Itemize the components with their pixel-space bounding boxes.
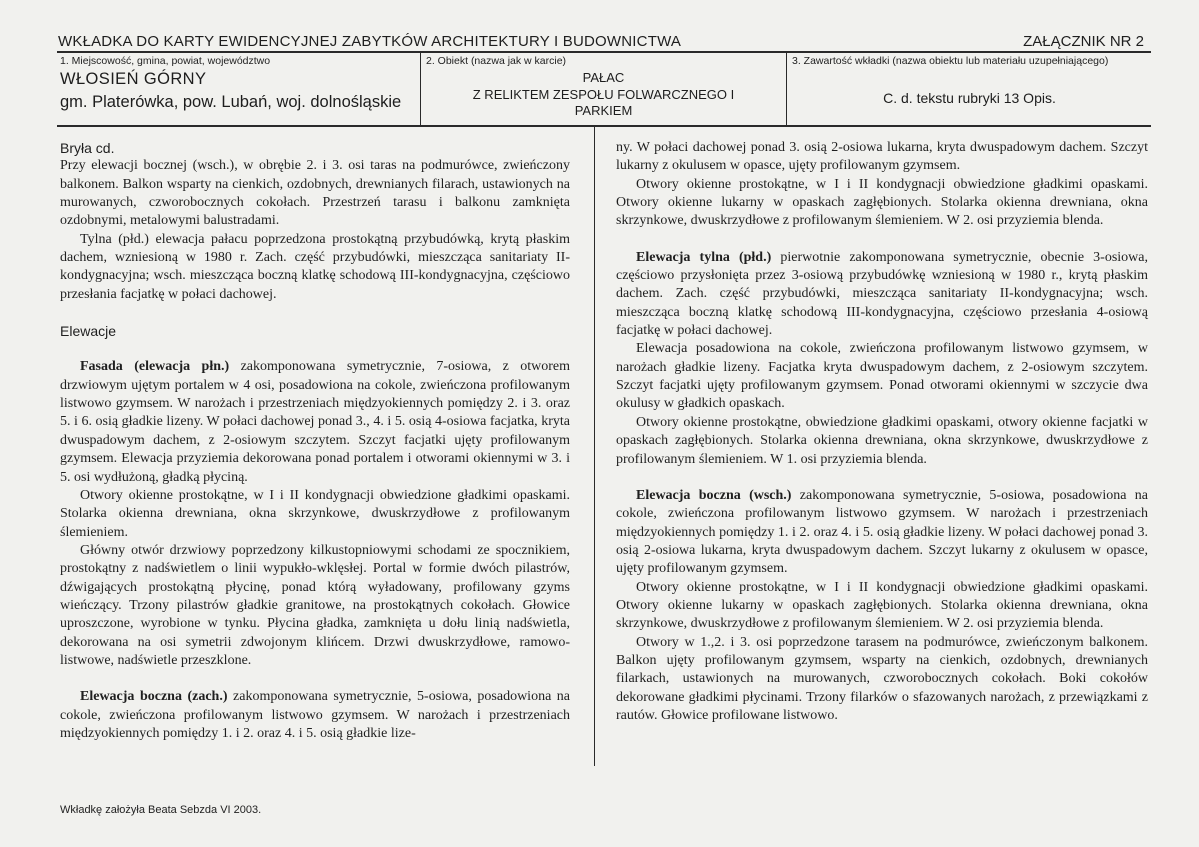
tylna-text: pierwotnie zakomponowana symetrycznie, obecnie 3-osiowa, częściowo przysłonięta przez 3-osiową przybudówkę wzniesioną w 1980 r., krytą płaskim dachem. Zach. część przybudówki, mieszcząca sanitariaty II-kondygnacyjna; wsch. mieszcząca boczną klatkę schodową III-kondygnacyjna, częściowo przesłania 4-osiową facjatkę w połaci dachowej. xyxy=(616,249,1148,339)
boczna-wsch-text: zakomponowana symetrycznie, 5-osiowa, posadowiona na cokole, zwieńczona profilowanym listwowo gzymsem. W narożach i przestrzeniach międzyokiennych pomiędzy 1. i 2. oraz 4. i 5. osią gładkie lizeny. W połaci dachowej ponad 3. osią 2-osiowa lukarna, kryta dwuspadowym dachem. Szczyt lukarny z okulusem w opasce, ujęty profilowanym gzymsem. xyxy=(616,487,1149,577)
left-paragraph-okna: Otwory okienne prostokątne, w I i II kondygnacji obwiedzione gładkimi opaskami. Stolarka okienna drewniana, okna skrzynkowe, dwuskrzydłowe z profilowanym ślemieniem. xyxy=(60,487,570,540)
object-name-line3: PARKIEM xyxy=(574,103,633,118)
location-label: 1. Miejscowość, gmina, powiat, województwo xyxy=(60,55,271,67)
left-paragraph-fasada xyxy=(60,358,570,486)
right-paragraph-posadowiona: Elewacja posadowiona na cokole, zwieńczona profilowanym listwowo gzymsem, w narożach gładkie lizeny. Facjatka kryta dwuspadowym dachem, z 2-osiowym szczytem. Szczyt facjatki ujęty profilowanym gzymsem. Ponad otworami okiennymi w szczycie dwa okulusy w gładkich opaskach. xyxy=(616,341,1148,412)
right-paragraph-boczna-wsch xyxy=(616,487,1148,579)
contents-label: 3. Zawartość wkładki (nazwa obiektu lub materiału uzupełniającego) xyxy=(792,55,1109,67)
fasada-text: zakomponowana symetrycznie, 7-osiowa, z otworem drzwiowym ujętym portalem w 4 osi, posadowiona na cokole, zwieńczona profilowanym listwowo gzymsem. W narożach i przestrzeniach międzyokiennych pomiędzy 2. i 3. oraz 5. i 6. osią gładkie lizeny. W połaci dachowej ponad 3., 4. i 5. osią 4-osiowa facjatka, kryta dwuspadowym dachem, z 2-osiowym szczytem. Szczyt facjatki ujęty profilowanym gzymsem. Elewacja przyziemia dekorowana ponad portalem i otworami okiennymi w 3. i 5. osi wydłużoną, gładką płyciną. xyxy=(60,359,570,485)
right-paragraph-okna-1: Otwory okienne prostokątne, w I i II kondygnacji obwiedzione gładkimi opaskami. Otwory okienne lukarny w opaskach zagłębionych. Stolarka okienna drewniana, okna skrzynkowe, dwuskrzydłowe z profilowanym ślemieniem. W 2. osi przyziemia blenda. xyxy=(616,176,1148,229)
header-top-rule xyxy=(57,51,1151,53)
boczna-wsch-heading: Elewacja boczna (wsch.) xyxy=(636,487,792,503)
boczna-zach-text: zakomponowana symetrycznie, 5-osiowa, posadowiona na cokole, zwieńczona profilowanym listwowo gzymsem. W narożach i przestrzeniach międzyokiennych pomiędzy 1. i 2. oraz 4. i 5. osią gładkie lize- xyxy=(60,689,571,741)
header-bottom-rule xyxy=(57,125,1151,127)
footer-author-note: Wkładkę założyła Beata Sebzda VI 2003. xyxy=(60,804,262,816)
object-label: 2. Obiekt (nazwa jak w karcie) xyxy=(426,55,567,67)
bryla-heading: Bryła cd. xyxy=(60,140,115,156)
left-paragraph-boczna-zach xyxy=(60,688,570,743)
left-column xyxy=(60,139,570,743)
location-details: gm. Platerówka, pow. Lubań, woj. dolnośląskie xyxy=(60,93,402,111)
right-paragraph-taras: Otwory w 1.,2. i 3. osi poprzedzone tarasem na podmurówce, zwieńczonym balkonem. Balkon ujęty profilowanym gzymsem, wsparty na cienkich, ozdobnych, drewnianych filarkach, ustawionych na murowanych, czworobocznych cokołach. Boki cokołów dekorowane gładkimi płycinami. Trzony filarków o sfazowanych narożach, z przewiązkami z rautów. Głowice profilowane listwowo. xyxy=(616,634,1148,723)
column-divider xyxy=(594,126,595,766)
left-paragraph-tylna: Tylna (płd.) elewacja pałacu poprzedzona prostokątną przybudówką, krytą płaskim dachem, wzniesioną w 1980 r. Zach. część przybudówki, mieszcząca sanitariaty II-kondygnacyjna; wsch. mieszcząca boczną klatkę schodową III-kondygnacyjna, częściowo przesłania facjatkę w połaci dachowej. xyxy=(60,231,570,302)
right-paragraph-lukarna: ny. W połaci dachowej ponad 3. osią 2-osiowa lukarna, kryta dwuspadowym dachem. Szczyt lukarny z okulusem w opasce, ujęty profilowanym gzymsem. xyxy=(616,140,1148,174)
object-name-line1: PAŁAC xyxy=(582,70,625,85)
tylna-heading: Elewacja tylna (płd.) xyxy=(636,249,772,265)
boczna-zach-heading: Elewacja boczna (zach.) xyxy=(80,689,228,705)
elewacje-heading: Elewacje xyxy=(60,323,117,340)
attachment-number: ZAŁĄCZNIK NR 2 xyxy=(1023,33,1144,50)
fasada-heading: Fasada (elewacja płn.) xyxy=(80,359,230,375)
left-paragraph-taras: Przy elewacji bocznej (wsch.), w obrębie 2. i 3. osi taras na podmurówce, zwieńczony balkonem. Balkon wsparty na cienkich, ozdobnych, drewnianych filarach, ustawionych na murowanych, czworobocznych cokołach. Przestrzeń tarasu i balkonu zamknięta ozdobnymi, metalowymi balustradami. xyxy=(60,158,570,229)
right-column xyxy=(616,139,1148,725)
right-paragraph-tylna xyxy=(616,249,1148,341)
object-name-line2: Z RELIKTEM ZESPOŁU FOLWARCZNEGO I xyxy=(472,87,735,102)
right-paragraph-okna-3: Otwory okienne prostokątne, w I i II kondygnacji obwiedzione gładkimi opaskami. Otwory okienne lukarny w opaskach zagłębionych. Stolarka okienna drewniana, okna skrzynkowe, dwuskrzydłowe z profilowanym ślemieniem. W 2. osi przyziemia blenda. xyxy=(616,579,1148,632)
form-title: WKŁADKA DO KARTY EWIDENCYJNEJ ZABYTKÓW ARCHITEKTURY I BUDOWNICTWA xyxy=(58,33,682,50)
left-paragraph-otwor: Główny otwór drzwiowy poprzedzony kilkustopniowymi schodami ze spocznikiem, prostokątny z nadświetlem o linii wypukło-wklęsłej. Portal w formie dwóch pilastrów, dźwigających prostokątną płycinę, ponad którą wyładowany, profilowany gzyms wieńczący. Trzony pilastrów gładkie granitowe, na prostokątnych cokołach. Głowice uproszczone, wyrobione w tynku. Płycina gładka, zamknięta u dołu linią nadświetla, dekorowana na osi symetrii zdwojonym klińcem. Drzwi dwuskrzydłowe, ramowo-listwowe, nadświetle przeszklone. xyxy=(60,542,570,668)
location-name: WŁOSIEŃ GÓRNY xyxy=(60,70,207,88)
contents-value: C. d. tekstu rubryki 13 Opis. xyxy=(883,90,1056,106)
right-paragraph-okna-2: Otwory okienne prostokątne, obwiedzione gładkimi opaskami, otwory okienne facjatki w opaskach zagłębionych. Stolarka okienna drewniana, okna skrzynkowe, dwuskrzydłowe z profilowanym ślemieniem. W 1. osi przyziemia blenda. xyxy=(616,414,1148,467)
